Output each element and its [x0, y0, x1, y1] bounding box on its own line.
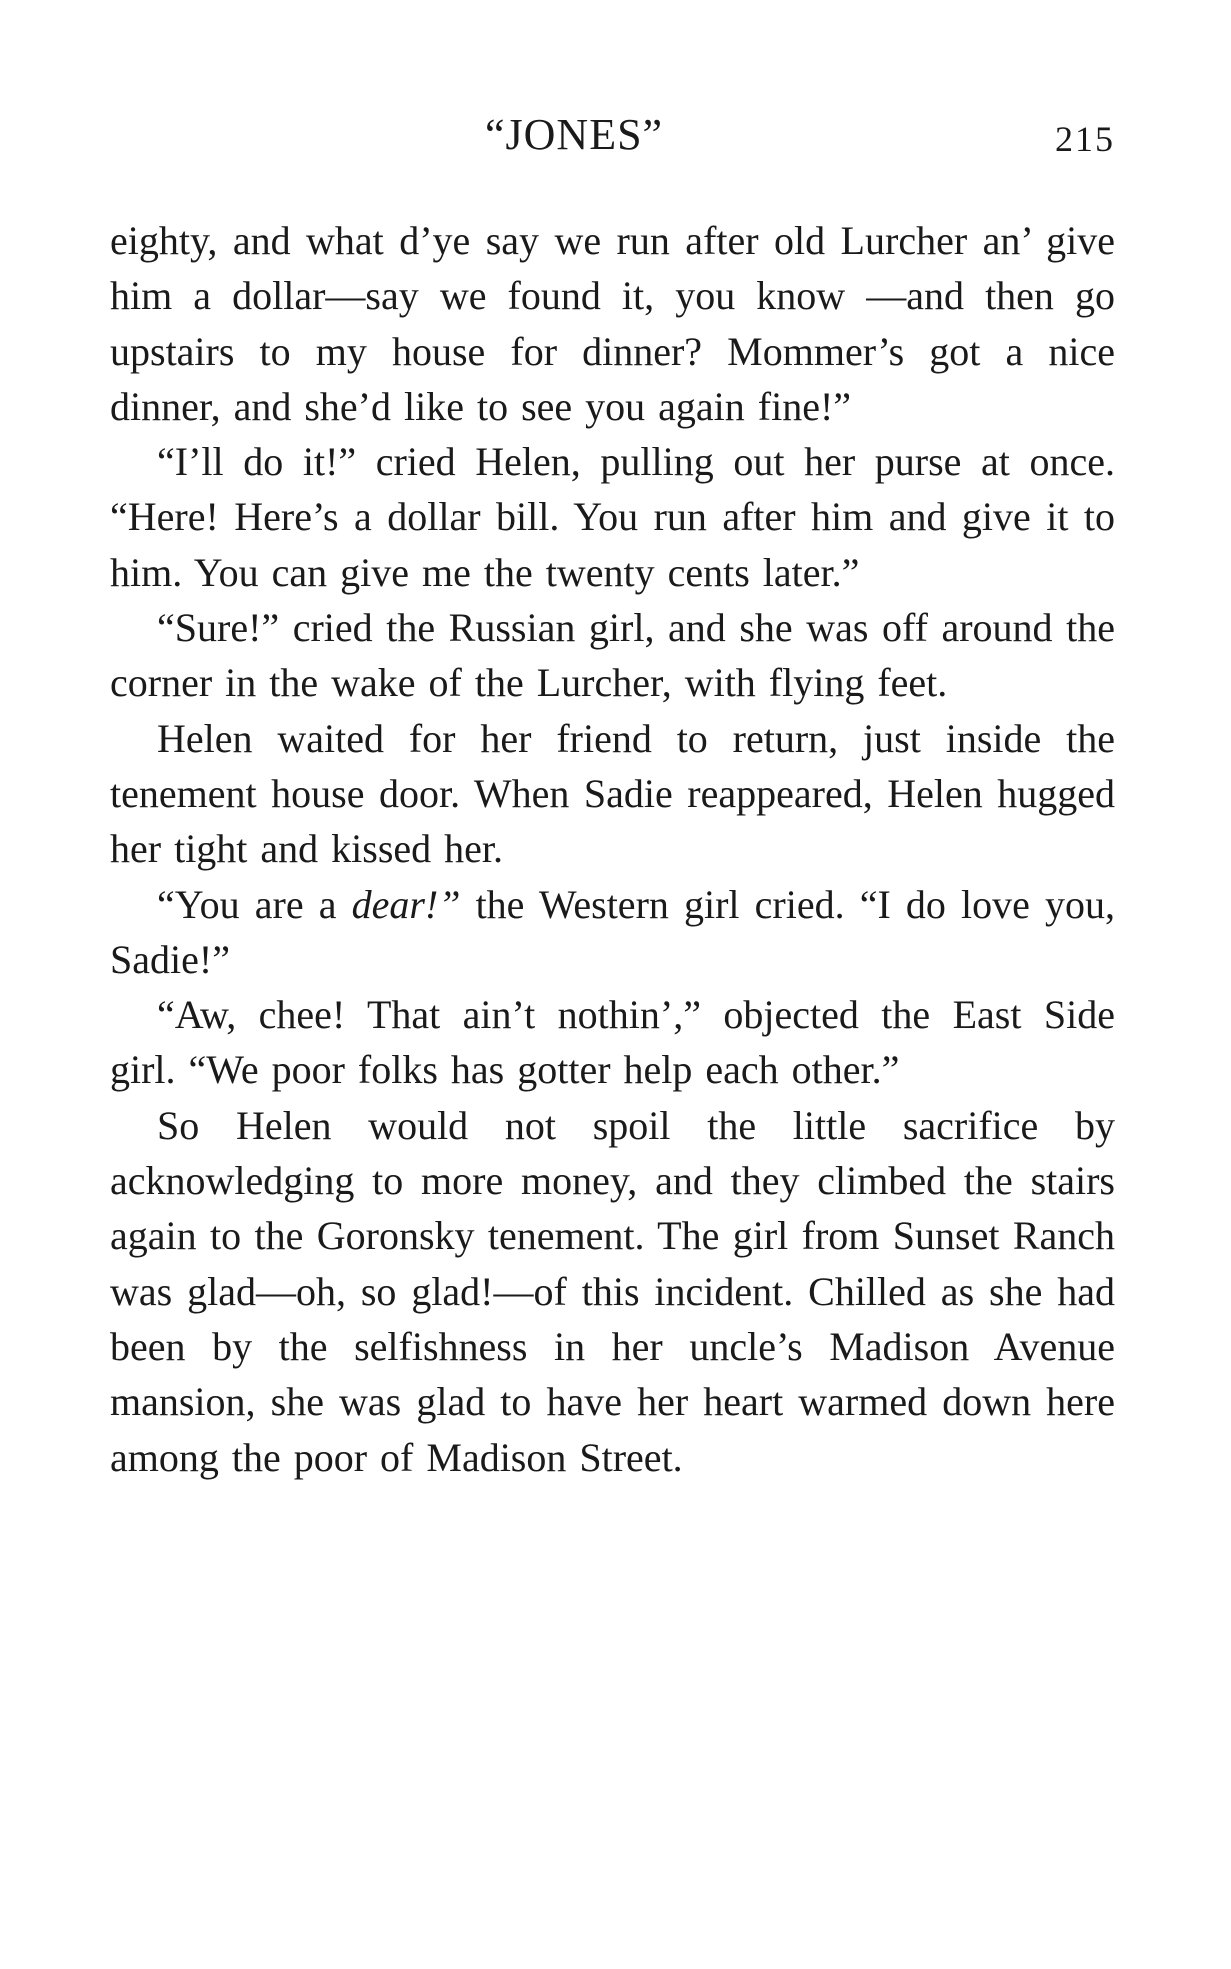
- paragraph-4: Helen waited for her friend to return, just inside the tenement house door. When Sadie reappeared, Helen hugged her tight and kissed her.: [110, 715, 1115, 872]
- paragraph-6: “Aw, chee! That ain’t nothin’,” objected the East Side girl. “We poor folks has gotter help each other.”: [110, 992, 1115, 1093]
- running-title: “JONES”: [485, 110, 664, 159]
- body-text: [110, 213, 1115, 1485]
- paragraph-2: “I’ll do it!” cried Helen, pulling out her purse at once. “Here! Here’s a dollar bill. You run after him and give it to him. You can give me the twenty cents later.”: [110, 439, 1115, 595]
- paragraph-7: So Helen would not spoil the little sacrifice by acknowledging to more money, and they climbed the stairs again to the Goronsky tenement. The girl from Sunset Ranch was glad—oh, so glad!—of this incident. Chilled as she had been by the selfishness in her uncle’s Madison Avenue mansion, she was glad to have her heart warmed down here among the poor of Madison Street.: [110, 1102, 1115, 1480]
- paragraph-5-after: the Western girl cried. “I do love you, Sadie!”: [110, 881, 1115, 982]
- paragraph-3: “Sure!” cried the Russian girl, and she was off around the corner in the wake of the Lurcher, with flying feet.: [110, 605, 1115, 706]
- paragraph-1: eighty, and what d’ye say we run after old Lurcher an’ give him a dollar—say we found it, you know —and then go upstairs to my house for dinner? Mommer’s got a nice dinner, and she’d like to see you again fine!”: [110, 218, 1115, 429]
- page-number: 215: [1055, 119, 1115, 159]
- paragraph-5-before: “You are a: [157, 881, 352, 927]
- paragraph-5-emphasis: dear!”: [351, 881, 461, 927]
- paragraph-5: [110, 877, 1115, 988]
- running-head: [0, 105, 1231, 165]
